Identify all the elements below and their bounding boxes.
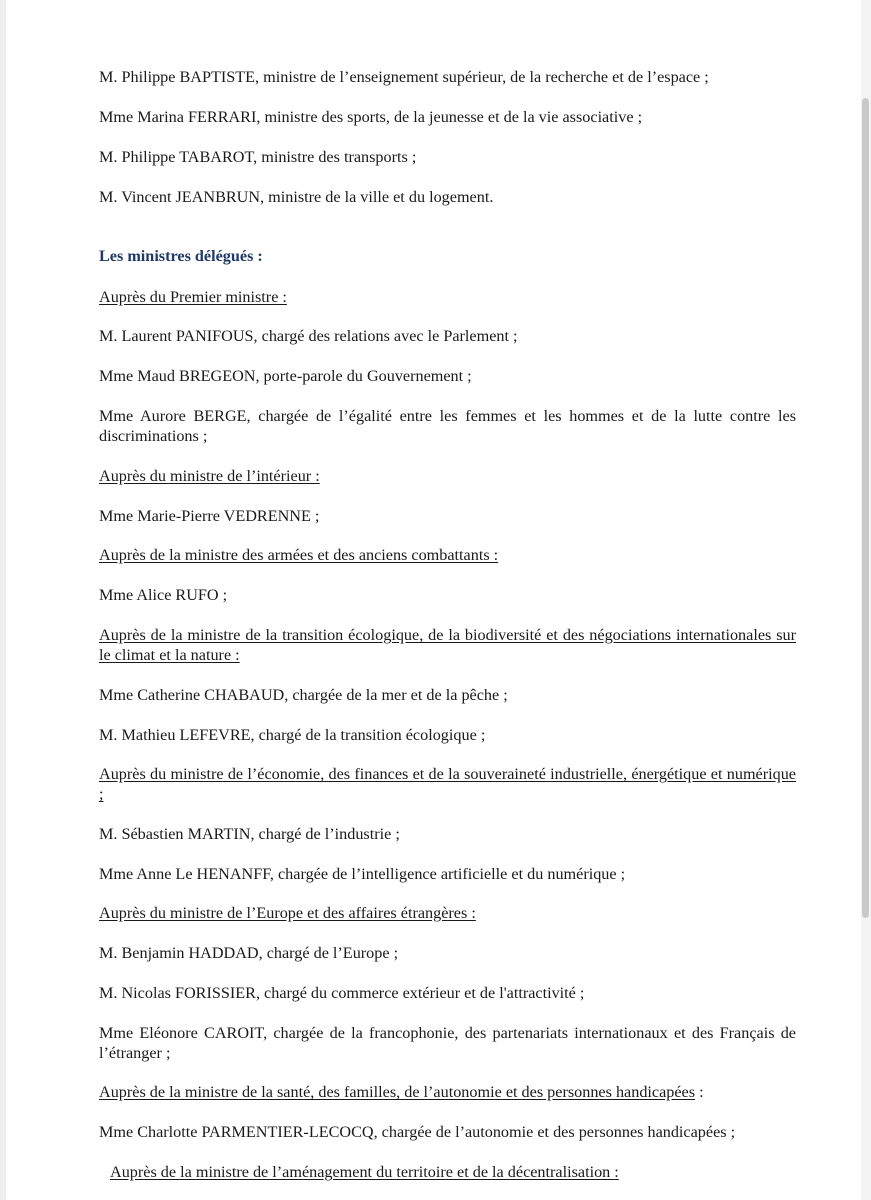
delegate-martin: M. Sébastien MARTIN, chargé de l’industrie ; <box>99 825 400 843</box>
delegate-vedrenne: Mme Marie-Pierre VEDRENNE ; <box>99 507 320 525</box>
scrollbar-thumb[interactable] <box>862 98 869 918</box>
subheading-sante <box>99 1082 796 1102</box>
delegate-forissier: M. Nicolas FORISSIER, chargé du commerce extérieur et de l'attractivité ; <box>99 984 585 1002</box>
subheading-transition-ecologique: Auprès de la ministre de la transition écologique, de la biodiversité et des négociations internationales sur le climat et la nature : <box>99 626 796 664</box>
delegate-chabaud: Mme Catherine CHABAUD, chargée de la mer et de la pêche ; <box>99 686 508 704</box>
subheading-sante-underlined: Auprès de la ministre de la santé, des familles, de l’autonomie et des personnes handicapées <box>99 1083 696 1101</box>
delegate-le-henanff: Mme Anne Le HENANFF, chargée de l’intelligence artificielle et du numérique ; <box>99 865 626 883</box>
subheading-premier-ministre: Auprès du Premier ministre : <box>99 288 287 306</box>
subheading-amenagement-territoire: Auprès de la ministre de l’aménagement du territoire et de la décentralisation : <box>110 1163 619 1181</box>
subheading-economie: Auprès du ministre de l’économie, des finances et de la souveraineté industrielle, énergétique et numérique ; <box>99 765 796 803</box>
delegate-panifous: M. Laurent PANIFOUS, chargé des relations avec le Parlement ; <box>99 327 518 345</box>
minister-baptiste: M. Philippe BAPTISTE, ministre de l’enseignement supérieur, de la recherche et de l’espace ; <box>99 68 709 86</box>
delegate-haddad: M. Benjamin HADDAD, chargé de l’Europe ; <box>99 944 399 962</box>
delegate-rufo: Mme Alice RUFO ; <box>99 586 228 604</box>
minister-ferrari: Mme Marina FERRARI, ministre des sports, de la jeunesse et de la vie associative ; <box>99 108 643 126</box>
scrollbar-track[interactable] <box>861 0 871 1200</box>
subheading-sante-colon: : <box>695 1083 704 1101</box>
page-left-edge <box>0 0 6 1200</box>
subheading-europe-affaires-etrangeres: Auprès du ministre de l’Europe et des affaires étrangères : <box>99 904 476 922</box>
delegate-lefevre: M. Mathieu LEFEVRE, chargé de la transition écologique ; <box>99 726 486 744</box>
delegate-bregeon: Mme Maud BREGEON, porte-parole du Gouvernement ; <box>99 367 472 385</box>
delegate-parmentier-lecocq: Mme Charlotte PARMENTIER-LECOCQ, chargée de l’autonomie et des personnes handicapées ; <box>99 1123 736 1141</box>
minister-jeanbrun: M. Vincent JEANBRUN, ministre de la ville et du logement. <box>99 188 494 206</box>
delegate-berge: Mme Aurore BERGE, chargée de l’égalité entre les femmes et les hommes et de la lutte contre les discriminations ; <box>99 407 796 445</box>
subheading-armees: Auprès de la ministre des armées et des anciens combattants : <box>99 546 499 564</box>
subheading-interieur: Auprès du ministre de l’intérieur : <box>99 467 320 485</box>
section-heading-ministres-delegues: Les ministres délégués : <box>99 247 263 265</box>
minister-tabarot: M. Philippe TABAROT, ministre des transports ; <box>99 148 417 166</box>
delegate-caroit: Mme Eléonore CAROIT, chargée de la francophonie, des partenariats internationaux et des Français de l’étranger ; <box>99 1024 796 1062</box>
